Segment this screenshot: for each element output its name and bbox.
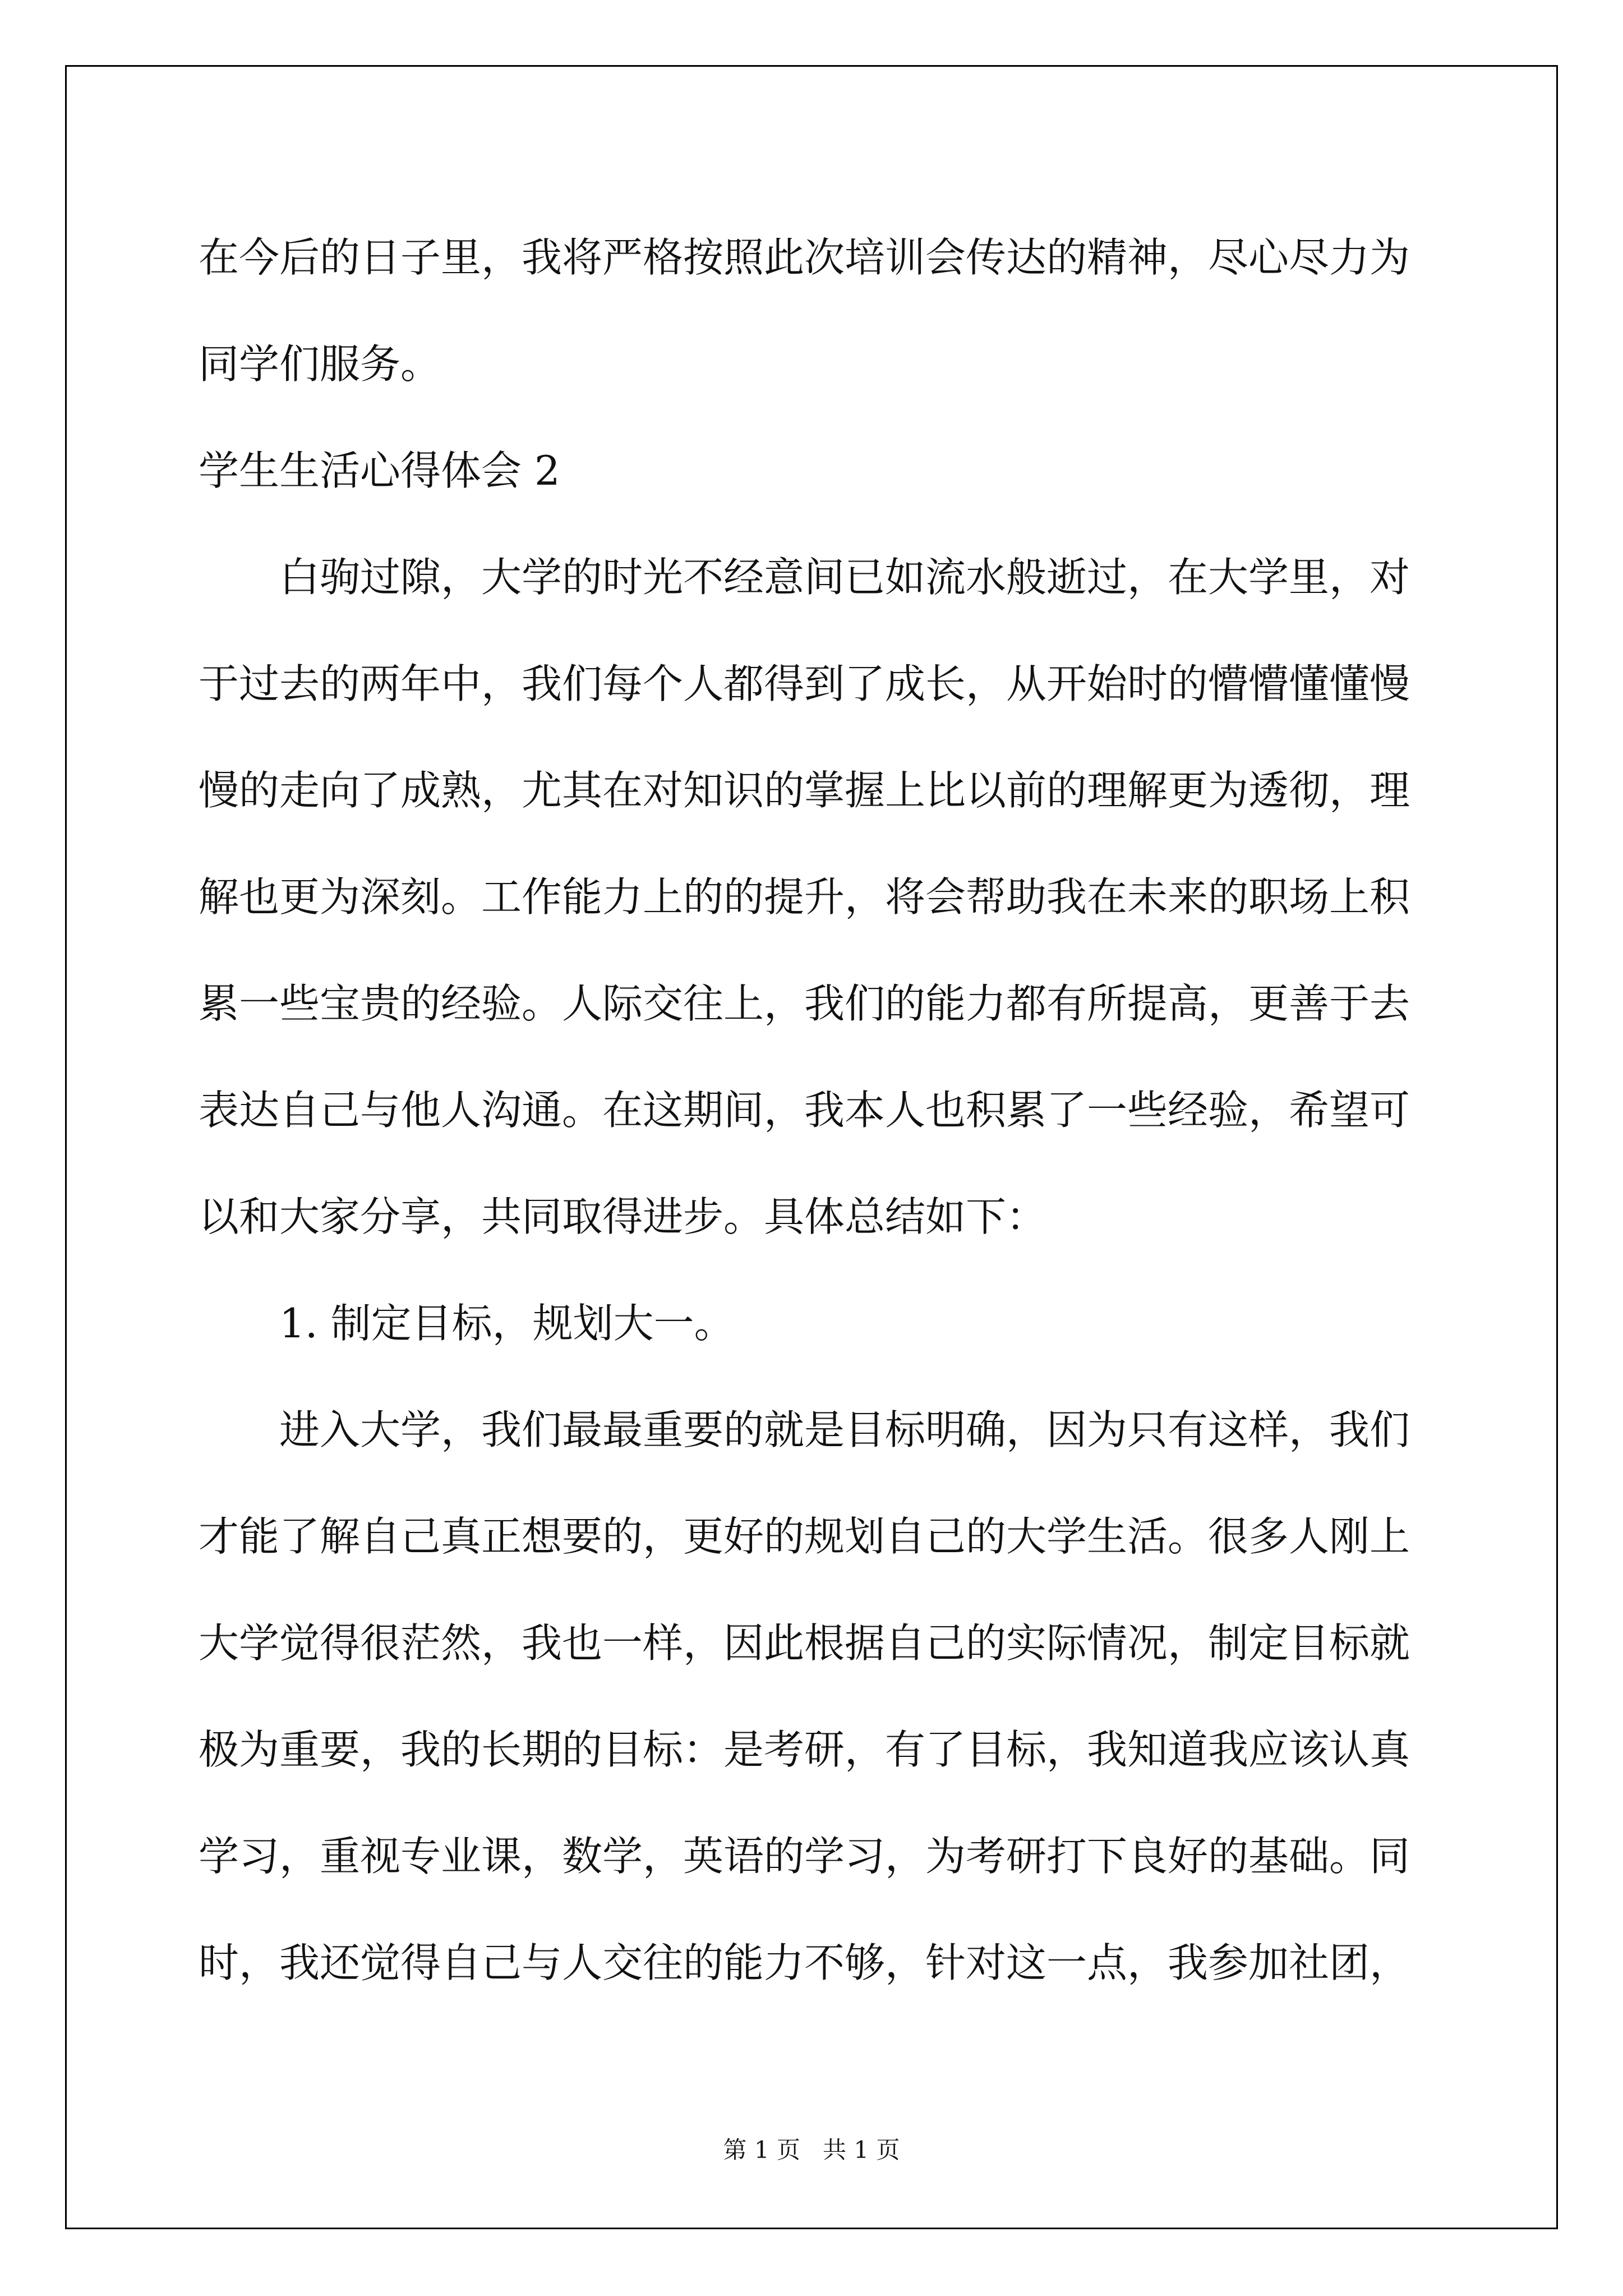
text-line: 大学觉得很茫然，我也一样，因此根据自己的实际情况，制定目标就 [199, 1619, 1410, 1667]
text-line: 极为重要，我的长期的目标：是考研，有了目标，我知道我应该认真 [199, 1726, 1410, 1773]
text-line: 学习，重视专业课，数学，英语的学习，为考研打下良好的基础。同 [199, 1833, 1410, 1880]
text-line: 1. 制定目标，规划大一。 [279, 1300, 735, 1347]
page-footer: 第 1 页 共 1 页 [723, 2136, 900, 2164]
text-line: 表达自己与他人沟通。在这期间，我本人也积累了一些经验，希望可 [199, 1087, 1410, 1134]
text-line: 解也更为深刻。工作能力上的的提升，将会帮助我在未来的职场上积 [199, 873, 1410, 921]
text-line: 同学们服务。 [199, 341, 441, 388]
text-line: 时，我还觉得自己与人交往的能力不够，针对这一点，我参加社团， [199, 1939, 1410, 1986]
text-line: 进入大学，我们最最重要的就是目标明确，因为只有这样，我们 [279, 1406, 1410, 1453]
text-line: 以和大家分享，共同取得进步。具体总结如下： [199, 1193, 1047, 1240]
text-line: 于过去的两年中，我们每个人都得到了成长，从开始时的懵懵懂懂慢 [199, 660, 1410, 707]
text-line: 白驹过隙，大学的时光不经意间已如流水般逝过，在大学里，对 [279, 554, 1410, 601]
text-line: 才能了解自己真正想要的，更好的规划自己的大学生活。很多人刚上 [199, 1513, 1410, 1560]
section-heading: 学生生活心得体会 2 [199, 447, 560, 494]
text-line: 累一些宝贵的经验。人际交往上，我们的能力都有所提高，更善于去 [199, 980, 1410, 1027]
text-line: 在今后的日子里，我将严格按照此次培训会传达的精神，尽心尽力为 [199, 234, 1410, 281]
text-line: 慢的走向了成熟，尤其在对知识的掌握上比以前的理解更为透彻，理 [199, 767, 1410, 814]
document-body [199, 204, 1432, 2016]
